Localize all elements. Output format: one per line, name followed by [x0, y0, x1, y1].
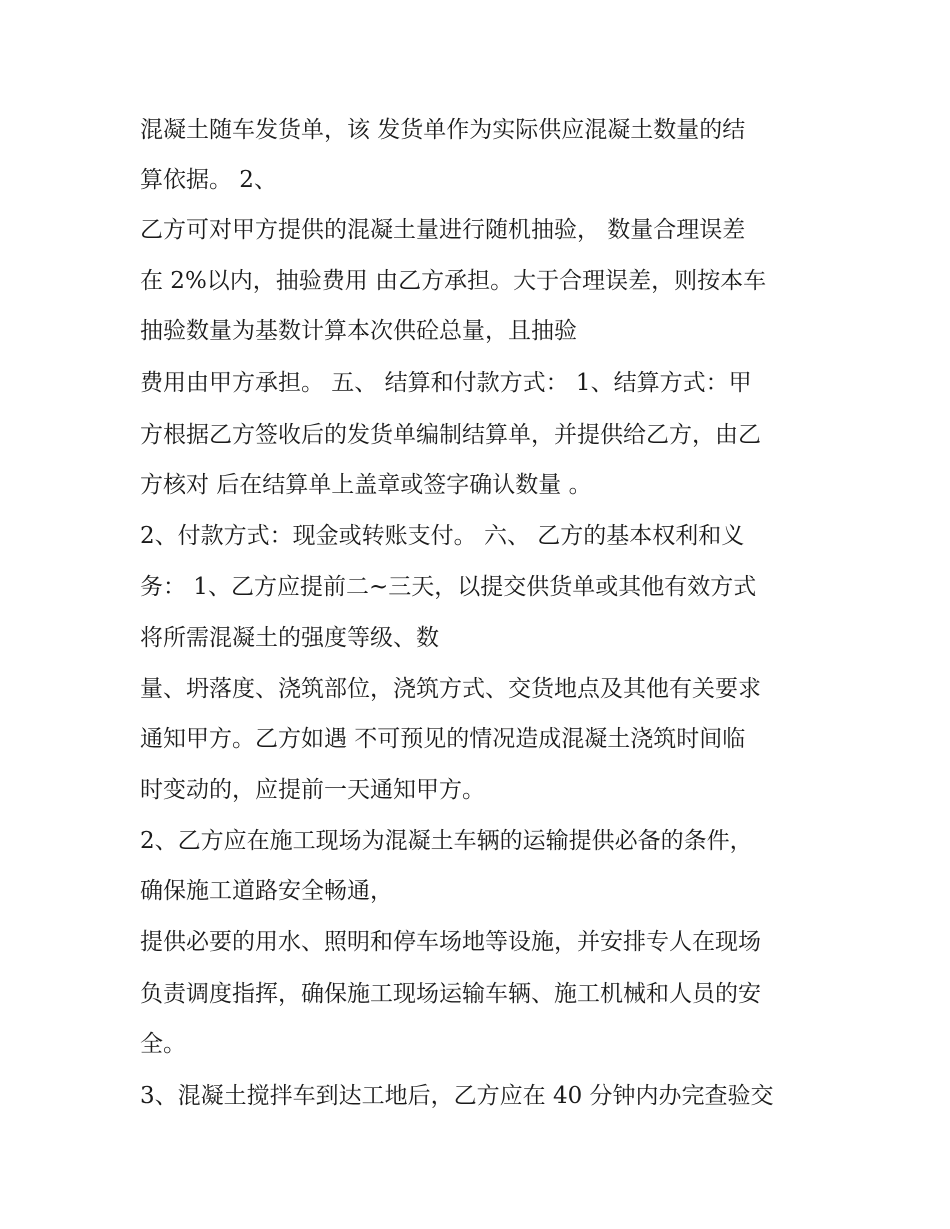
text-line: 通知甲方。乙方如遇 不可预见的情况造成混凝土浇筑时间临 — [140, 726, 746, 752]
text-line: 算依据。 2、 — [140, 167, 277, 193]
text-line: 乙方可对甲方提供的混凝土量进行随机抽验， 数量合理误差 — [140, 217, 746, 243]
text-line: 负责调度指挥，确保施工现场运输车辆、施工机械和人员的安 — [140, 981, 761, 1007]
text-line: 将所需混凝土的强度等级、数 — [140, 625, 439, 651]
text-line: 方核对 后在结算单上盖章或签字确认数量 。 — [140, 472, 592, 498]
text-line: 2、乙方应在施工现场为混凝土车辆的运输提供必备的条件， — [140, 828, 753, 854]
text-line: 混凝土随车发货单，该 发货单作为实际供应混凝土数量的结 — [140, 117, 746, 143]
text-line: 在 2%以内，抽验费用 由乙方承担。大于合理误差，则按本车 — [140, 268, 767, 294]
text-line: 抽验数量为基数计算本次供砼总量，且抽验 — [140, 318, 577, 344]
text-line: 务： 1、乙方应提前二~三天，以提交供货单或其他有效方式 — [140, 574, 757, 600]
text-line: 全。 — [140, 1031, 186, 1057]
text-line: 量、坍落度、浇筑部位，浇筑方式、交货地点及其他有关要求 — [140, 676, 761, 702]
text-line: 2、付款方式：现金或转账支付。 六、 乙方的基本权利和义 — [140, 523, 745, 549]
text-line: 提供必要的用水、照明和停车场地等设施，并安排专人在现场 — [140, 929, 761, 955]
text-line: 方根据乙方签收后的发货单编制结算单，并提供给乙方，由乙 — [140, 422, 761, 448]
text-line: 3、混凝土搅拌车到达工地后，乙方应在 40 分钟内办完查验交 — [140, 1083, 774, 1109]
text-line: 确保施工道路安全畅通， — [140, 878, 393, 904]
text-line: 费用由甲方承担。 五、 结算和付款方式： 1、结算方式：甲 — [140, 370, 752, 396]
text-line: 时变动的，应提前一天通知甲方。 — [140, 777, 485, 803]
